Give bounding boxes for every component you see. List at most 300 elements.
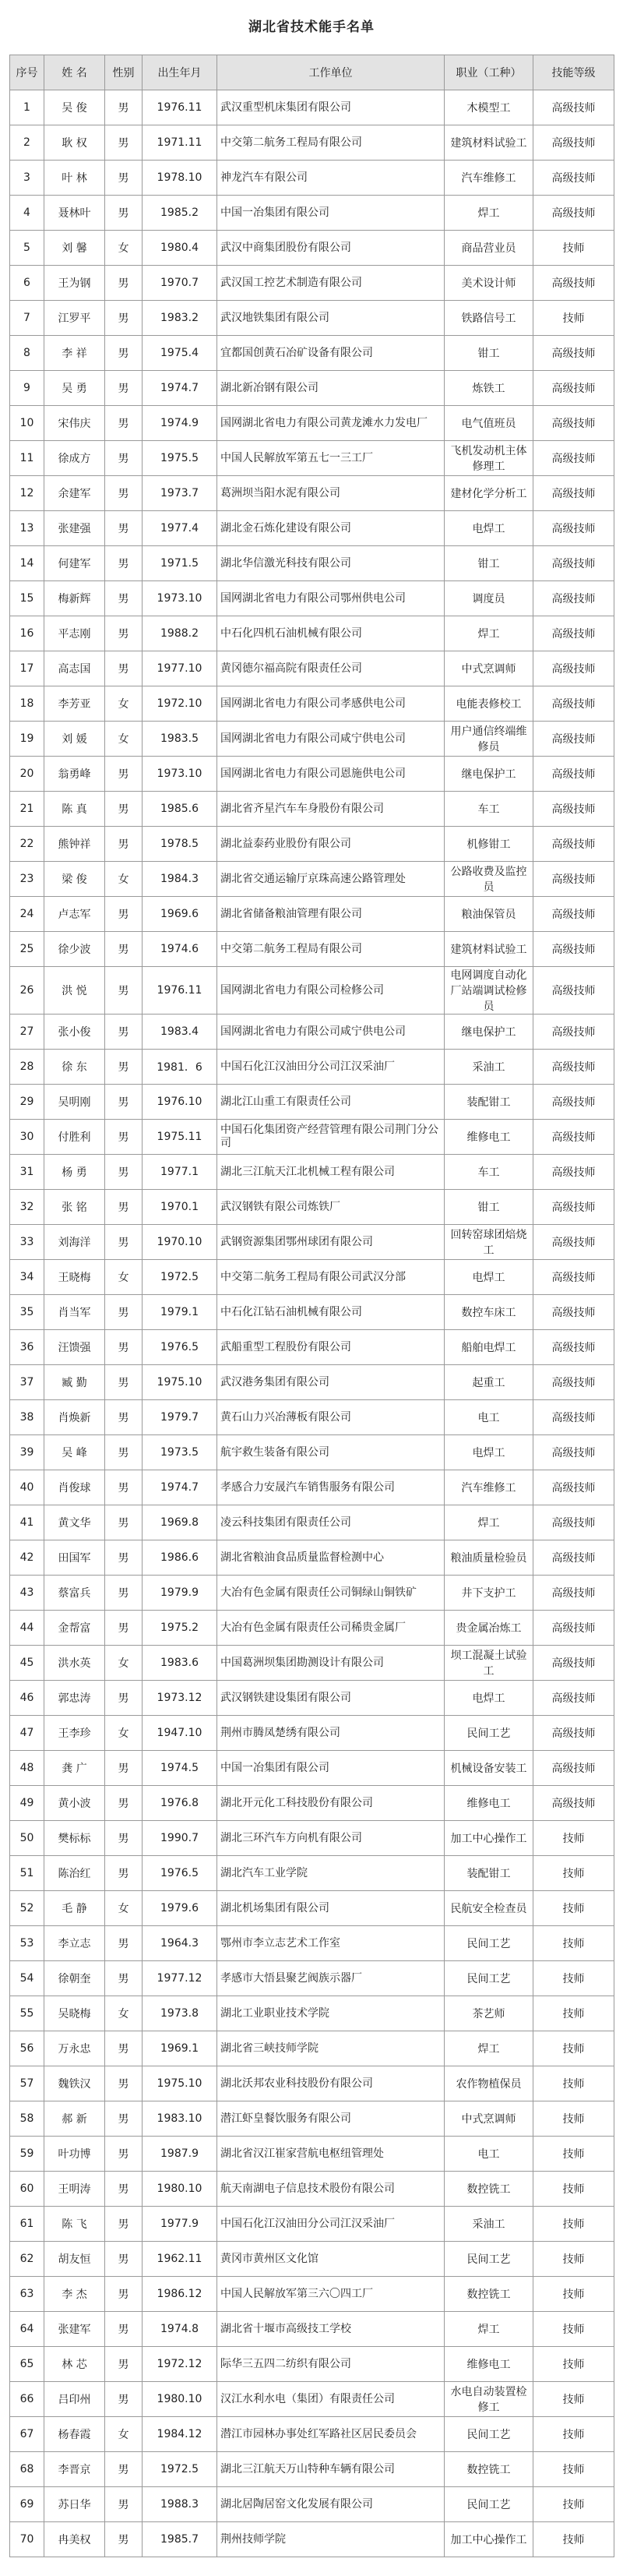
cell-occupation: 调度员 bbox=[445, 581, 533, 616]
cell-birth: 1974.7 bbox=[143, 371, 217, 406]
cell-skill-level: 高级技师 bbox=[533, 1435, 614, 1470]
cell-name: 万永忠 bbox=[44, 2031, 105, 2066]
cell-name: 张建强 bbox=[44, 511, 105, 546]
cell-occupation: 焊工 bbox=[445, 2031, 533, 2066]
cell-name: 翁勇峰 bbox=[44, 757, 105, 792]
cell-skill-level: 高级技师 bbox=[533, 862, 614, 897]
cell-occupation: 加工中心操作工 bbox=[445, 1821, 533, 1856]
cell-employer: 湖北新冶钢有限公司 bbox=[217, 371, 445, 406]
cell-gender: 男 bbox=[105, 1505, 143, 1540]
cell-gender: 男 bbox=[105, 757, 143, 792]
cell-name: 卢志军 bbox=[44, 897, 105, 932]
cell-occupation: 公路收费及监控员 bbox=[445, 862, 533, 897]
table-row bbox=[10, 1611, 614, 1646]
cell-skill-level: 技师 bbox=[533, 2487, 614, 2522]
cell-occupation: 电工 bbox=[445, 1400, 533, 1435]
header-gender: 性别 bbox=[105, 55, 143, 90]
cell-name: 王晓梅 bbox=[44, 1260, 105, 1295]
table-row bbox=[10, 2417, 614, 2452]
cell-birth: 1977.1 bbox=[143, 1155, 217, 1190]
cell-birth: 1979.9 bbox=[143, 1576, 217, 1611]
table-row bbox=[10, 1926, 614, 1961]
table-row bbox=[10, 2452, 614, 2487]
cell-occupation: 装配钳工 bbox=[445, 1085, 533, 1120]
cell-birth: 1979.1 bbox=[143, 1295, 217, 1330]
cell-skill-level: 高级技师 bbox=[533, 1611, 614, 1646]
cell-employer: 葛洲坝当阳水泥有限公司 bbox=[217, 476, 445, 511]
cell-employer: 湖北省汉江崔家营航电枢纽管理处 bbox=[217, 2137, 445, 2172]
cell-birth: 1990.7 bbox=[143, 1821, 217, 1856]
cell-employer: 湖北机场集团有限公司 bbox=[217, 1891, 445, 1926]
header-birth: 出生年月 bbox=[143, 55, 217, 90]
cell-skill-level: 高级技师 bbox=[533, 546, 614, 581]
cell-occupation: 建筑材料试验工 bbox=[445, 932, 533, 967]
table-row bbox=[10, 441, 614, 476]
cell-name: 吕印州 bbox=[44, 2382, 105, 2417]
cell-gender: 男 bbox=[105, 2277, 143, 2312]
cell-skill-level: 高级技师 bbox=[533, 1505, 614, 1540]
cell-gender: 男 bbox=[105, 301, 143, 336]
cell-gender: 男 bbox=[105, 1611, 143, 1646]
cell-birth: 1984.3 bbox=[143, 862, 217, 897]
cell-occupation: 粮油保管员 bbox=[445, 897, 533, 932]
cell-index: 32 bbox=[10, 1190, 44, 1225]
cell-name: 金帮富 bbox=[44, 1611, 105, 1646]
cell-skill-level: 高级技师 bbox=[533, 1155, 614, 1190]
table-row bbox=[10, 686, 614, 722]
cell-index: 45 bbox=[10, 1646, 44, 1681]
cell-employer: 湖北省十堰市高级技工学校 bbox=[217, 2312, 445, 2347]
cell-index: 57 bbox=[10, 2066, 44, 2101]
cell-name: 郝 新 bbox=[44, 2101, 105, 2137]
table-row bbox=[10, 2382, 614, 2417]
cell-gender: 男 bbox=[105, 2066, 143, 2101]
cell-gender: 男 bbox=[105, 1926, 143, 1961]
cell-name: 高志国 bbox=[44, 651, 105, 686]
table-row bbox=[10, 2277, 614, 2312]
cell-name: 熊钟祥 bbox=[44, 827, 105, 862]
table-row bbox=[10, 757, 614, 792]
cell-birth: 1972.5 bbox=[143, 2452, 217, 2487]
cell-birth: 1976.11 bbox=[143, 967, 217, 1015]
cell-name: 平志刚 bbox=[44, 616, 105, 651]
cell-name: 张建军 bbox=[44, 2312, 105, 2347]
cell-gender: 男 bbox=[105, 1751, 143, 1786]
cell-occupation: 粮油质量检验员 bbox=[445, 1540, 533, 1576]
cell-index: 68 bbox=[10, 2452, 44, 2487]
cell-index: 4 bbox=[10, 196, 44, 231]
cell-skill-level: 技师 bbox=[533, 2031, 614, 2066]
cell-occupation: 农作物植保员 bbox=[445, 2066, 533, 2101]
cell-birth: 1964.3 bbox=[143, 1926, 217, 1961]
cell-gender: 男 bbox=[105, 1821, 143, 1856]
cell-gender: 男 bbox=[105, 90, 143, 125]
cell-gender: 男 bbox=[105, 2382, 143, 2417]
cell-employer: 航天南湖电子信息技术股份有限公司 bbox=[217, 2172, 445, 2207]
cell-birth: 1983.2 bbox=[143, 301, 217, 336]
cell-name: 田国军 bbox=[44, 1540, 105, 1576]
cell-birth: 1971.5 bbox=[143, 546, 217, 581]
cell-birth: 1980.10 bbox=[143, 2382, 217, 2417]
cell-birth: 1972.12 bbox=[143, 2347, 217, 2382]
cell-gender: 男 bbox=[105, 1856, 143, 1891]
cell-skill-level: 技师 bbox=[533, 2101, 614, 2137]
cell-employer: 武汉重型机床集团有限公司 bbox=[217, 90, 445, 125]
cell-occupation: 电网调度自动化厂站端调试检修员 bbox=[445, 967, 533, 1015]
cell-name: 耿 权 bbox=[44, 125, 105, 161]
table-row bbox=[10, 1260, 614, 1295]
cell-skill-level: 技师 bbox=[533, 2382, 614, 2417]
cell-gender: 男 bbox=[105, 967, 143, 1015]
cell-occupation: 民间工艺 bbox=[445, 1961, 533, 1996]
table-row bbox=[10, 406, 614, 441]
header-occupation: 职业（工种） bbox=[445, 55, 533, 90]
cell-occupation: 电焊工 bbox=[445, 1681, 533, 1716]
cell-skill-level: 高级技师 bbox=[533, 406, 614, 441]
cell-index: 61 bbox=[10, 2207, 44, 2242]
cell-occupation: 民航安全检查员 bbox=[445, 1891, 533, 1926]
cell-skill-level: 高级技师 bbox=[533, 686, 614, 722]
table-row bbox=[10, 1470, 614, 1505]
cell-skill-level: 技师 bbox=[533, 2207, 614, 2242]
cell-index: 42 bbox=[10, 1540, 44, 1576]
cell-employer: 中国石化江汉油田分公司江汉采油厂 bbox=[217, 2207, 445, 2242]
table-row bbox=[10, 2031, 614, 2066]
cell-gender: 男 bbox=[105, 651, 143, 686]
cell-gender: 男 bbox=[105, 336, 143, 371]
cell-employer: 国网湖北省电力有限公司鄂州供电公司 bbox=[217, 581, 445, 616]
cell-occupation: 机修钳工 bbox=[445, 827, 533, 862]
cell-skill-level: 高级技师 bbox=[533, 1330, 614, 1365]
cell-skill-level: 高级技师 bbox=[533, 1751, 614, 1786]
table-row bbox=[10, 792, 614, 827]
cell-name: 李立志 bbox=[44, 1926, 105, 1961]
cell-employer: 际华三五四二纺织有限公司 bbox=[217, 2347, 445, 2382]
table-row bbox=[10, 897, 614, 932]
cell-employer: 大冶有色金属有限责任公司稀贵金属厂 bbox=[217, 1611, 445, 1646]
table-row bbox=[10, 1786, 614, 1821]
cell-gender: 男 bbox=[105, 827, 143, 862]
cell-occupation: 民间工艺 bbox=[445, 1716, 533, 1751]
cell-employer: 凌云科技集团有限责任公司 bbox=[217, 1505, 445, 1540]
cell-occupation: 飞机发动机主体修理工 bbox=[445, 441, 533, 476]
cell-name: 陈 飞 bbox=[44, 2207, 105, 2242]
cell-name: 余建军 bbox=[44, 476, 105, 511]
cell-occupation: 汽车维修工 bbox=[445, 161, 533, 196]
cell-index: 37 bbox=[10, 1365, 44, 1400]
cell-employer: 荆州市腾凤楚绣有限公司 bbox=[217, 1716, 445, 1751]
cell-skill-level: 高级技师 bbox=[533, 1470, 614, 1505]
cell-index: 34 bbox=[10, 1260, 44, 1295]
cell-skill-level: 高级技师 bbox=[533, 1646, 614, 1681]
cell-birth: 1980.4 bbox=[143, 231, 217, 266]
cell-index: 14 bbox=[10, 546, 44, 581]
cell-employer: 湖北金石炼化建设有限公司 bbox=[217, 511, 445, 546]
cell-gender: 男 bbox=[105, 1155, 143, 1190]
cell-employer: 湖北省齐星汽车车身股份有限公司 bbox=[217, 792, 445, 827]
table-row bbox=[10, 196, 614, 231]
cell-occupation: 机械设备安装工 bbox=[445, 1751, 533, 1786]
cell-birth: 1974.6 bbox=[143, 932, 217, 967]
cell-employer: 黄冈市黄州区文化馆 bbox=[217, 2242, 445, 2277]
cell-birth: 1981．6 bbox=[143, 1050, 217, 1085]
cell-birth: 1988.3 bbox=[143, 2487, 217, 2522]
header-employer: 工作单位 bbox=[217, 55, 445, 90]
cell-index: 67 bbox=[10, 2417, 44, 2452]
table-row bbox=[10, 1751, 614, 1786]
cell-skill-level: 高级技师 bbox=[533, 932, 614, 967]
cell-occupation: 起重工 bbox=[445, 1365, 533, 1400]
cell-name: 吴 峰 bbox=[44, 1435, 105, 1470]
cell-gender: 男 bbox=[105, 1576, 143, 1611]
cell-name: 刘海洋 bbox=[44, 1225, 105, 1260]
cell-birth: 1985.2 bbox=[143, 196, 217, 231]
cell-index: 31 bbox=[10, 1155, 44, 1190]
cell-gender: 女 bbox=[105, 1716, 143, 1751]
cell-occupation: 商品营业员 bbox=[445, 231, 533, 266]
cell-employer: 湖北三环汽车方向机有限公司 bbox=[217, 1821, 445, 1856]
cell-gender: 女 bbox=[105, 722, 143, 757]
cell-index: 26 bbox=[10, 967, 44, 1015]
cell-index: 7 bbox=[10, 301, 44, 336]
cell-employer: 潜江虾皇餐饮服务有限公司 bbox=[217, 2101, 445, 2137]
cell-name: 叶 林 bbox=[44, 161, 105, 196]
cell-index: 1 bbox=[10, 90, 44, 125]
cell-index: 46 bbox=[10, 1681, 44, 1716]
cell-skill-level: 高级技师 bbox=[533, 1716, 614, 1751]
cell-index: 51 bbox=[10, 1856, 44, 1891]
cell-gender: 男 bbox=[105, 1295, 143, 1330]
table-row bbox=[10, 651, 614, 686]
cell-birth: 1974.8 bbox=[143, 2312, 217, 2347]
cell-name: 徐 东 bbox=[44, 1050, 105, 1085]
cell-skill-level: 高级技师 bbox=[533, 1540, 614, 1576]
cell-occupation: 钳工 bbox=[445, 546, 533, 581]
cell-birth: 1977.10 bbox=[143, 651, 217, 686]
cell-occupation: 回转窑球团焙烧工 bbox=[445, 1225, 533, 1260]
cell-index: 17 bbox=[10, 651, 44, 686]
cell-skill-level: 技师 bbox=[533, 1856, 614, 1891]
cell-gender: 女 bbox=[105, 1260, 143, 1295]
cell-occupation: 电工 bbox=[445, 2137, 533, 2172]
cell-gender: 男 bbox=[105, 1961, 143, 1996]
cell-index: 47 bbox=[10, 1716, 44, 1751]
cell-birth: 1977.9 bbox=[143, 2207, 217, 2242]
cell-skill-level: 高级技师 bbox=[533, 1576, 614, 1611]
cell-gender: 男 bbox=[105, 897, 143, 932]
cell-occupation: 中式烹调师 bbox=[445, 651, 533, 686]
cell-gender: 男 bbox=[105, 266, 143, 301]
table-row bbox=[10, 1576, 614, 1611]
table-row bbox=[10, 1646, 614, 1681]
cell-employer: 湖北华信激光科技有限公司 bbox=[217, 546, 445, 581]
table-row bbox=[10, 2522, 614, 2557]
cell-birth: 1985.6 bbox=[143, 792, 217, 827]
cell-employer: 湖北工业职业技术学院 bbox=[217, 1996, 445, 2031]
cell-index: 55 bbox=[10, 1996, 44, 2031]
table-row bbox=[10, 266, 614, 301]
cell-index: 20 bbox=[10, 757, 44, 792]
table-row bbox=[10, 1821, 614, 1856]
cell-employer: 湖北三江航天江北机械工程有限公司 bbox=[217, 1155, 445, 1190]
cell-birth: 1976.5 bbox=[143, 1856, 217, 1891]
cell-name: 郭忠涛 bbox=[44, 1681, 105, 1716]
cell-index: 41 bbox=[10, 1505, 44, 1540]
cell-index: 49 bbox=[10, 1786, 44, 1821]
cell-employer: 黄冈德尔福高院有限责任公司 bbox=[217, 651, 445, 686]
cell-employer: 湖北省交通运输厅京珠高速公路管理处 bbox=[217, 862, 445, 897]
cell-index: 19 bbox=[10, 722, 44, 757]
cell-skill-level: 高级技师 bbox=[533, 1050, 614, 1085]
cell-skill-level: 高级技师 bbox=[533, 792, 614, 827]
cell-skill-level: 技师 bbox=[533, 231, 614, 266]
cell-skill-level: 高级技师 bbox=[533, 441, 614, 476]
cell-employer: 国网湖北省电力有限公司黄龙滩水力发电厂 bbox=[217, 406, 445, 441]
cell-index: 21 bbox=[10, 792, 44, 827]
cell-occupation: 民间工艺 bbox=[445, 2487, 533, 2522]
cell-name: 李晋京 bbox=[44, 2452, 105, 2487]
cell-gender: 男 bbox=[105, 2101, 143, 2137]
header-index: 序号 bbox=[10, 55, 44, 90]
cell-index: 38 bbox=[10, 1400, 44, 1435]
cell-birth: 1970.1 bbox=[143, 1190, 217, 1225]
cell-index: 62 bbox=[10, 2242, 44, 2277]
cell-name: 苏日华 bbox=[44, 2487, 105, 2522]
table-row bbox=[10, 511, 614, 546]
cell-index: 63 bbox=[10, 2277, 44, 2312]
table-row bbox=[10, 1856, 614, 1891]
cell-birth: 1972.10 bbox=[143, 686, 217, 722]
cell-index: 48 bbox=[10, 1751, 44, 1786]
cell-skill-level: 高级技师 bbox=[533, 581, 614, 616]
cell-birth: 1976.5 bbox=[143, 1330, 217, 1365]
cell-birth: 1969.1 bbox=[143, 2031, 217, 2066]
cell-skill-level: 高级技师 bbox=[533, 1365, 614, 1400]
cell-occupation: 车工 bbox=[445, 792, 533, 827]
cell-skill-level: 高级技师 bbox=[533, 1681, 614, 1716]
cell-skill-level: 高级技师 bbox=[533, 196, 614, 231]
cell-gender: 男 bbox=[105, 2137, 143, 2172]
table-row bbox=[10, 2347, 614, 2382]
cell-occupation: 用户通信终端维修员 bbox=[445, 722, 533, 757]
cell-employer: 中石化四机石油机械有限公司 bbox=[217, 616, 445, 651]
table-header bbox=[10, 55, 614, 90]
cell-gender: 男 bbox=[105, 1540, 143, 1576]
cell-skill-level: 技师 bbox=[533, 2242, 614, 2277]
cell-birth: 1986.6 bbox=[143, 1540, 217, 1576]
table-row bbox=[10, 1155, 614, 1190]
cell-birth: 1983.6 bbox=[143, 1646, 217, 1681]
cell-name: 张 铭 bbox=[44, 1190, 105, 1225]
cell-occupation: 焊工 bbox=[445, 616, 533, 651]
cell-employer: 中国人民解放军第三六〇四工厂 bbox=[217, 2277, 445, 2312]
cell-gender: 男 bbox=[105, 1120, 143, 1155]
cell-employer: 国网湖北省电力有限公司咸宁供电公司 bbox=[217, 722, 445, 757]
cell-employer: 国网湖北省电力有限公司咸宁供电公司 bbox=[217, 1015, 445, 1050]
cell-name: 刘 媛 bbox=[44, 722, 105, 757]
cell-employer: 中交第二航务工程局有限公司 bbox=[217, 125, 445, 161]
skills-table bbox=[9, 55, 614, 2557]
cell-occupation: 民间工艺 bbox=[445, 2242, 533, 2277]
cell-name: 李 祥 bbox=[44, 336, 105, 371]
cell-name: 洪水英 bbox=[44, 1646, 105, 1681]
cell-gender: 男 bbox=[105, 125, 143, 161]
cell-gender: 男 bbox=[105, 1225, 143, 1260]
cell-gender: 女 bbox=[105, 1996, 143, 2031]
cell-birth: 1970.7 bbox=[143, 266, 217, 301]
cell-employer: 武汉钢铁有限公司炼铁厂 bbox=[217, 1190, 445, 1225]
cell-name: 陈 真 bbox=[44, 792, 105, 827]
table-row bbox=[10, 476, 614, 511]
cell-gender: 男 bbox=[105, 2031, 143, 2066]
cell-name: 聂林叶 bbox=[44, 196, 105, 231]
cell-birth: 1970.10 bbox=[143, 1225, 217, 1260]
document bbox=[9, 0, 614, 2557]
document-title: 湖北省技术能手名单 bbox=[248, 19, 375, 35]
cell-gender: 男 bbox=[105, 441, 143, 476]
cell-gender: 男 bbox=[105, 1435, 143, 1470]
cell-birth: 1972.5 bbox=[143, 1260, 217, 1295]
cell-employer: 武汉港务集团有限公司 bbox=[217, 1365, 445, 1400]
cell-index: 50 bbox=[10, 1821, 44, 1856]
cell-occupation: 坝工混凝土试验工 bbox=[445, 1646, 533, 1681]
cell-gender: 女 bbox=[105, 862, 143, 897]
table-row bbox=[10, 1295, 614, 1330]
table-row bbox=[10, 546, 614, 581]
cell-birth: 1984.12 bbox=[143, 2417, 217, 2452]
cell-employer: 湖北省粮油食品质量监督检测中心 bbox=[217, 1540, 445, 1576]
cell-skill-level: 技师 bbox=[533, 2172, 614, 2207]
cell-index: 28 bbox=[10, 1050, 44, 1085]
cell-index: 12 bbox=[10, 476, 44, 511]
cell-employer: 国网湖北省电力有限公司孝感供电公司 bbox=[217, 686, 445, 722]
cell-name: 吴晓梅 bbox=[44, 1996, 105, 2031]
cell-birth: 1974.7 bbox=[143, 1470, 217, 1505]
cell-skill-level: 技师 bbox=[533, 2277, 614, 2312]
cell-employer: 湖北沃邦农业科技股份有限公司 bbox=[217, 2066, 445, 2101]
cell-name: 徐成方 bbox=[44, 441, 105, 476]
cell-skill-level: 高级技师 bbox=[533, 266, 614, 301]
cell-index: 3 bbox=[10, 161, 44, 196]
cell-name: 洪 悦 bbox=[44, 967, 105, 1015]
cell-occupation: 船舶电焊工 bbox=[445, 1330, 533, 1365]
cell-occupation: 建筑材料试验工 bbox=[445, 125, 533, 161]
cell-birth: 1973.8 bbox=[143, 1996, 217, 2031]
cell-index: 11 bbox=[10, 441, 44, 476]
cell-name: 徐朝奎 bbox=[44, 1961, 105, 1996]
cell-name: 王李珍 bbox=[44, 1716, 105, 1751]
cell-occupation: 维修电工 bbox=[445, 1786, 533, 1821]
table-row bbox=[10, 2066, 614, 2101]
table-row bbox=[10, 1225, 614, 1260]
cell-birth: 1973.12 bbox=[143, 1681, 217, 1716]
cell-index: 35 bbox=[10, 1295, 44, 1330]
cell-gender: 男 bbox=[105, 1786, 143, 1821]
cell-gender: 男 bbox=[105, 476, 143, 511]
cell-birth: 1962.11 bbox=[143, 2242, 217, 2277]
table-row bbox=[10, 1891, 614, 1926]
cell-name: 江罗平 bbox=[44, 301, 105, 336]
table-row bbox=[10, 2207, 614, 2242]
cell-employer: 湖北汽车工业学院 bbox=[217, 1856, 445, 1891]
cell-birth: 1973.7 bbox=[143, 476, 217, 511]
table-row bbox=[10, 1365, 614, 1400]
cell-index: 54 bbox=[10, 1961, 44, 1996]
cell-employer: 武汉中商集团股份有限公司 bbox=[217, 231, 445, 266]
cell-name: 汪馈强 bbox=[44, 1330, 105, 1365]
cell-skill-level: 高级技师 bbox=[533, 1400, 614, 1435]
cell-occupation: 数控铣工 bbox=[445, 2452, 533, 2487]
